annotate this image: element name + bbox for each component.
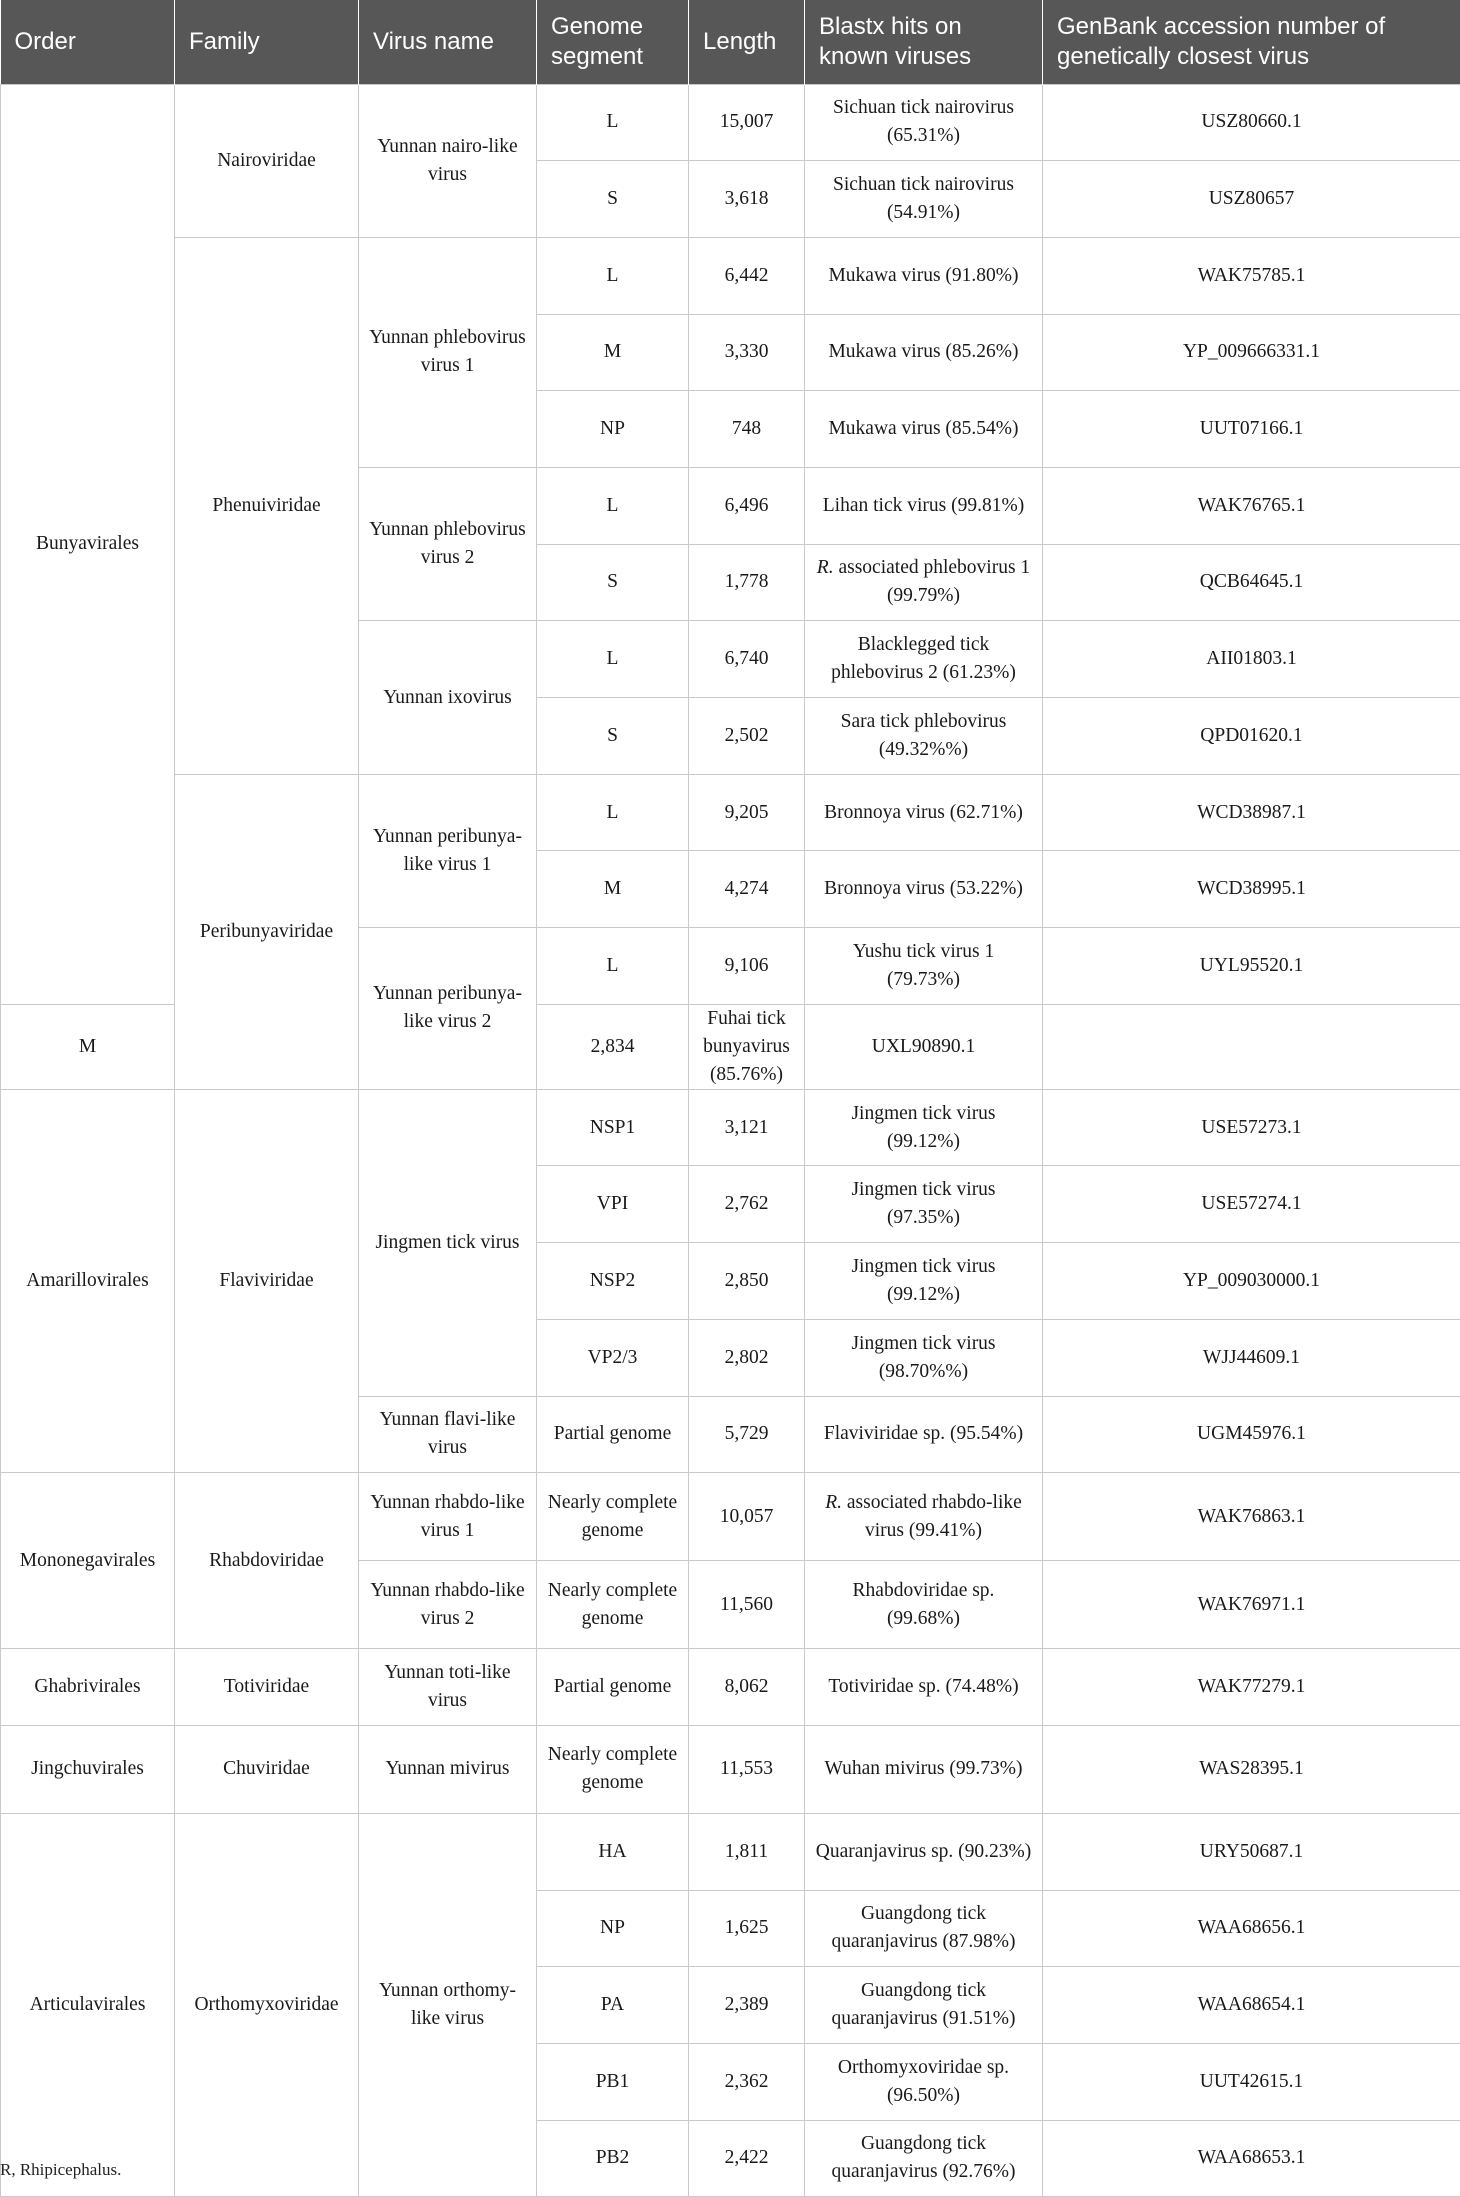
- accession-cell: YP_009030000.1: [1043, 1243, 1460, 1320]
- blastx-cell: Jingmen tick virus (98.70%%): [805, 1319, 1043, 1396]
- length-cell: 9,106: [689, 928, 805, 1005]
- virus-name-cell: Yunnan nairo-like virus: [359, 84, 537, 237]
- accession-cell: QPD01620.1: [1043, 698, 1460, 775]
- blastx-text: associated phlebovirus 1 (99.79%): [834, 557, 1031, 606]
- segment-cell: Nearly complete genome: [537, 1561, 689, 1649]
- length-cell: 1,625: [689, 1890, 805, 1967]
- table-row: [1, 1725, 1460, 1813]
- blastx-cell: Jingmen tick virus (97.35%): [805, 1166, 1043, 1243]
- table-row: [1, 774, 1460, 851]
- family-cell: Chuviridae: [175, 1725, 359, 1813]
- length-cell: 6,442: [689, 237, 805, 314]
- accession-cell: WAA68654.1: [1043, 1967, 1460, 2044]
- segment-cell: L: [537, 467, 689, 544]
- length-cell: 11,553: [689, 1725, 805, 1813]
- blastx-cell: Jingmen tick virus (99.12%): [805, 1089, 1043, 1166]
- family-cell: Orthomyxoviridae: [175, 1813, 359, 2196]
- segment-cell: Nearly complete genome: [537, 1473, 689, 1561]
- segment-cell: L: [537, 774, 689, 851]
- length-cell: 1,811: [689, 1813, 805, 1890]
- length-cell: 4,274: [689, 851, 805, 928]
- accession-cell: USZ80660.1: [1043, 84, 1460, 161]
- segment-cell: NSP1: [537, 1089, 689, 1166]
- length-cell: 2,802: [689, 1319, 805, 1396]
- segment-cell: PA: [537, 1967, 689, 2044]
- length-cell: 11,560: [689, 1561, 805, 1649]
- segment-cell: L: [537, 237, 689, 314]
- segment-cell: M: [537, 314, 689, 391]
- segment-cell: HA: [537, 1813, 689, 1890]
- blastx-cell: [805, 544, 1043, 621]
- length-cell: 3,330: [689, 314, 805, 391]
- family-cell: Peribunyaviridae: [175, 774, 359, 1089]
- accession-cell: WAK75785.1: [1043, 237, 1460, 314]
- order-cell: Mononegavirales: [1, 1473, 175, 1649]
- length-cell: 10,057: [689, 1473, 805, 1561]
- accession-cell: WAK77279.1: [1043, 1649, 1460, 1726]
- blastx-cell: Bronnoya virus (62.71%): [805, 774, 1043, 851]
- blastx-cell: Blacklegged tick phlebovirus 2 (61.23%): [805, 621, 1043, 698]
- blastx-cell: Mukawa virus (85.54%): [805, 391, 1043, 468]
- blastx-cell: Totiviridae sp. (74.48%): [805, 1649, 1043, 1726]
- family-cell: Flaviviridae: [175, 1089, 359, 1472]
- segment-cell: NSP2: [537, 1243, 689, 1320]
- family-cell: Totiviridae: [175, 1649, 359, 1726]
- length-cell: 6,740: [689, 621, 805, 698]
- accession-cell: USE57273.1: [1043, 1089, 1460, 1166]
- virus-name-cell: Yunnan phlebovirus virus 1: [359, 237, 537, 467]
- length-cell: 1,778: [689, 544, 805, 621]
- table-row: [1, 237, 1460, 314]
- segment-cell: Partial genome: [537, 1649, 689, 1726]
- blastx-cell: Orthomyxoviridae sp. (96.50%): [805, 2043, 1043, 2120]
- virus-name-cell: Yunnan flavi-like virus: [359, 1396, 537, 1473]
- segment-cell: L: [537, 621, 689, 698]
- length-cell: 3,618: [689, 161, 805, 238]
- table-row: [1, 1473, 1460, 1561]
- length-cell: 5,729: [689, 1396, 805, 1473]
- accession-cell: WJJ44609.1: [1043, 1319, 1460, 1396]
- accession-cell: WAA68653.1: [1043, 2120, 1460, 2197]
- blastx-cell: Rhabdoviridae sp. (99.68%): [805, 1561, 1043, 1649]
- segment-cell: NP: [537, 391, 689, 468]
- blastx-cell: Yushu tick virus 1 (79.73%): [805, 928, 1043, 1005]
- segment-cell: VPI: [537, 1166, 689, 1243]
- length-cell: 9,205: [689, 774, 805, 851]
- segment-cell: Partial genome: [537, 1396, 689, 1473]
- family-cell: Nairoviridae: [175, 84, 359, 237]
- segment-cell: PB1: [537, 2043, 689, 2120]
- blastx-cell: Quaranjavirus sp. (90.23%): [805, 1813, 1043, 1890]
- blastx-cell: Sichuan tick nairovirus (65.31%): [805, 84, 1043, 161]
- accession-cell: WAA68656.1: [1043, 1890, 1460, 1967]
- length-cell: 15,007: [689, 84, 805, 161]
- accession-cell: WAK76863.1: [1043, 1473, 1460, 1561]
- length-cell: 8,062: [689, 1649, 805, 1726]
- header-blastx: Blastx hits on known viruses: [805, 0, 1043, 84]
- segment-cell: M: [1, 1004, 175, 1089]
- blastx-cell: Sichuan tick nairovirus (54.91%): [805, 161, 1043, 238]
- blastx-cell: Mukawa virus (85.26%): [805, 314, 1043, 391]
- header-virus-name: Virus name: [359, 0, 537, 84]
- accession-cell: AII01803.1: [1043, 621, 1460, 698]
- segment-cell: S: [537, 544, 689, 621]
- accession-cell: WAK76765.1: [1043, 467, 1460, 544]
- length-cell: 2,834: [537, 1004, 689, 1089]
- segment-cell: L: [537, 928, 689, 1005]
- length-cell: 2,850: [689, 1243, 805, 1320]
- genus-abbrev: R.: [825, 1492, 842, 1513]
- blastx-cell: Wuhan mivirus (99.73%): [805, 1725, 1043, 1813]
- family-cell: Rhabdoviridae: [175, 1473, 359, 1649]
- segment-cell: L: [537, 84, 689, 161]
- header-family: Family: [175, 0, 359, 84]
- blastx-cell: Jingmen tick virus (99.12%): [805, 1243, 1043, 1320]
- table-row: [1, 1089, 1460, 1166]
- accession-cell: UUT42615.1: [1043, 2043, 1460, 2120]
- segment-cell: VP2/3: [537, 1319, 689, 1396]
- segment-cell: NP: [537, 1890, 689, 1967]
- accession-cell: UUT07166.1: [1043, 391, 1460, 468]
- segment-cell: PB2: [537, 2120, 689, 2197]
- length-cell: 2,502: [689, 698, 805, 775]
- virus-name-cell: Yunnan orthomy-like virus: [359, 1813, 537, 2196]
- accession-cell: UGM45976.1: [1043, 1396, 1460, 1473]
- virus-name-cell: Yunnan peribunya-like virus 1: [359, 774, 537, 927]
- accession-cell: WCD38995.1: [1043, 851, 1460, 928]
- virus-name-cell: Yunnan toti-like virus: [359, 1649, 537, 1726]
- blastx-cell: [805, 1473, 1043, 1561]
- header-length: Length: [689, 0, 805, 84]
- accession-cell: UYL95520.1: [1043, 928, 1460, 1005]
- blastx-cell: Guangdong tick quaranjavirus (87.98%): [805, 1890, 1043, 1967]
- length-cell: 2,362: [689, 2043, 805, 2120]
- accession-cell: USE57274.1: [1043, 1166, 1460, 1243]
- blastx-cell: Fuhai tick bunyavirus (85.76%): [689, 1004, 805, 1089]
- order-cell: Ghabrivirales: [1, 1649, 175, 1726]
- virus-name-cell: Yunnan peribunya-like virus 2: [359, 928, 537, 1090]
- blastx-cell: Guangdong tick quaranjavirus (91.51%): [805, 1967, 1043, 2044]
- virus-name-cell: Yunnan rhabdo-like virus 1: [359, 1473, 537, 1561]
- length-cell: 2,422: [689, 2120, 805, 2197]
- order-cell: Jingchuvirales: [1, 1725, 175, 1813]
- virus-name-cell: Yunnan mivirus: [359, 1725, 537, 1813]
- virus-name-cell: Yunnan ixovirus: [359, 621, 537, 774]
- virus-name-cell: Yunnan phlebovirus virus 2: [359, 467, 537, 620]
- blastx-cell: Mukawa virus (91.80%): [805, 237, 1043, 314]
- virus-name-cell: Jingmen tick virus: [359, 1089, 537, 1396]
- length-cell: 6,496: [689, 467, 805, 544]
- length-cell: 2,762: [689, 1166, 805, 1243]
- accession-cell: UXL90890.1: [805, 1004, 1043, 1089]
- length-cell: 3,121: [689, 1089, 805, 1166]
- segment-cell: M: [537, 851, 689, 928]
- blastx-text: associated rhabdo-like virus (99.41%): [842, 1492, 1022, 1541]
- header-order: Order: [1, 0, 175, 84]
- accession-cell: QCB64645.1: [1043, 544, 1460, 621]
- accession-cell: URY50687.1: [1043, 1813, 1460, 1890]
- blastx-cell: Flaviviridae sp. (95.54%): [805, 1396, 1043, 1473]
- blastx-cell: Lihan tick virus (99.81%): [805, 467, 1043, 544]
- blastx-cell: Bronnoya virus (53.22%): [805, 851, 1043, 928]
- genus-abbrev: R.: [817, 557, 834, 578]
- header-genbank: GenBank accession number of genetically closest virus: [1043, 0, 1460, 84]
- length-cell: 2,389: [689, 1967, 805, 2044]
- table-row: [1, 1649, 1460, 1726]
- accession-cell: WAK76971.1: [1043, 1561, 1460, 1649]
- table-footnote: R, Rhipicephalus.: [0, 2160, 121, 2180]
- order-cell: Bunyavirales: [1, 84, 175, 1004]
- blastx-cell: Sara tick phlebovirus (49.32%%): [805, 698, 1043, 775]
- accession-cell: WCD38987.1: [1043, 774, 1460, 851]
- table-row: [1, 84, 1460, 161]
- length-cell: 748: [689, 391, 805, 468]
- virus-name-cell: Yunnan rhabdo-like virus 2: [359, 1561, 537, 1649]
- order-cell: Amarillovirales: [1, 1089, 175, 1472]
- header-row: [1, 0, 1460, 84]
- blastx-cell: Guangdong tick quaranjavirus (92.76%): [805, 2120, 1043, 2197]
- segment-cell: S: [537, 161, 689, 238]
- accession-cell: USZ80657: [1043, 161, 1460, 238]
- segment-cell: Nearly complete genome: [537, 1725, 689, 1813]
- accession-cell: YP_009666331.1: [1043, 314, 1460, 391]
- header-genome-segment: Genome segment: [537, 0, 689, 84]
- segment-cell: S: [537, 698, 689, 775]
- table-row: [1, 1813, 1460, 1890]
- order-cell: Articulavirales: [1, 1813, 175, 2196]
- family-cell: Phenuiviridae: [175, 237, 359, 774]
- accession-cell: WAS28395.1: [1043, 1725, 1460, 1813]
